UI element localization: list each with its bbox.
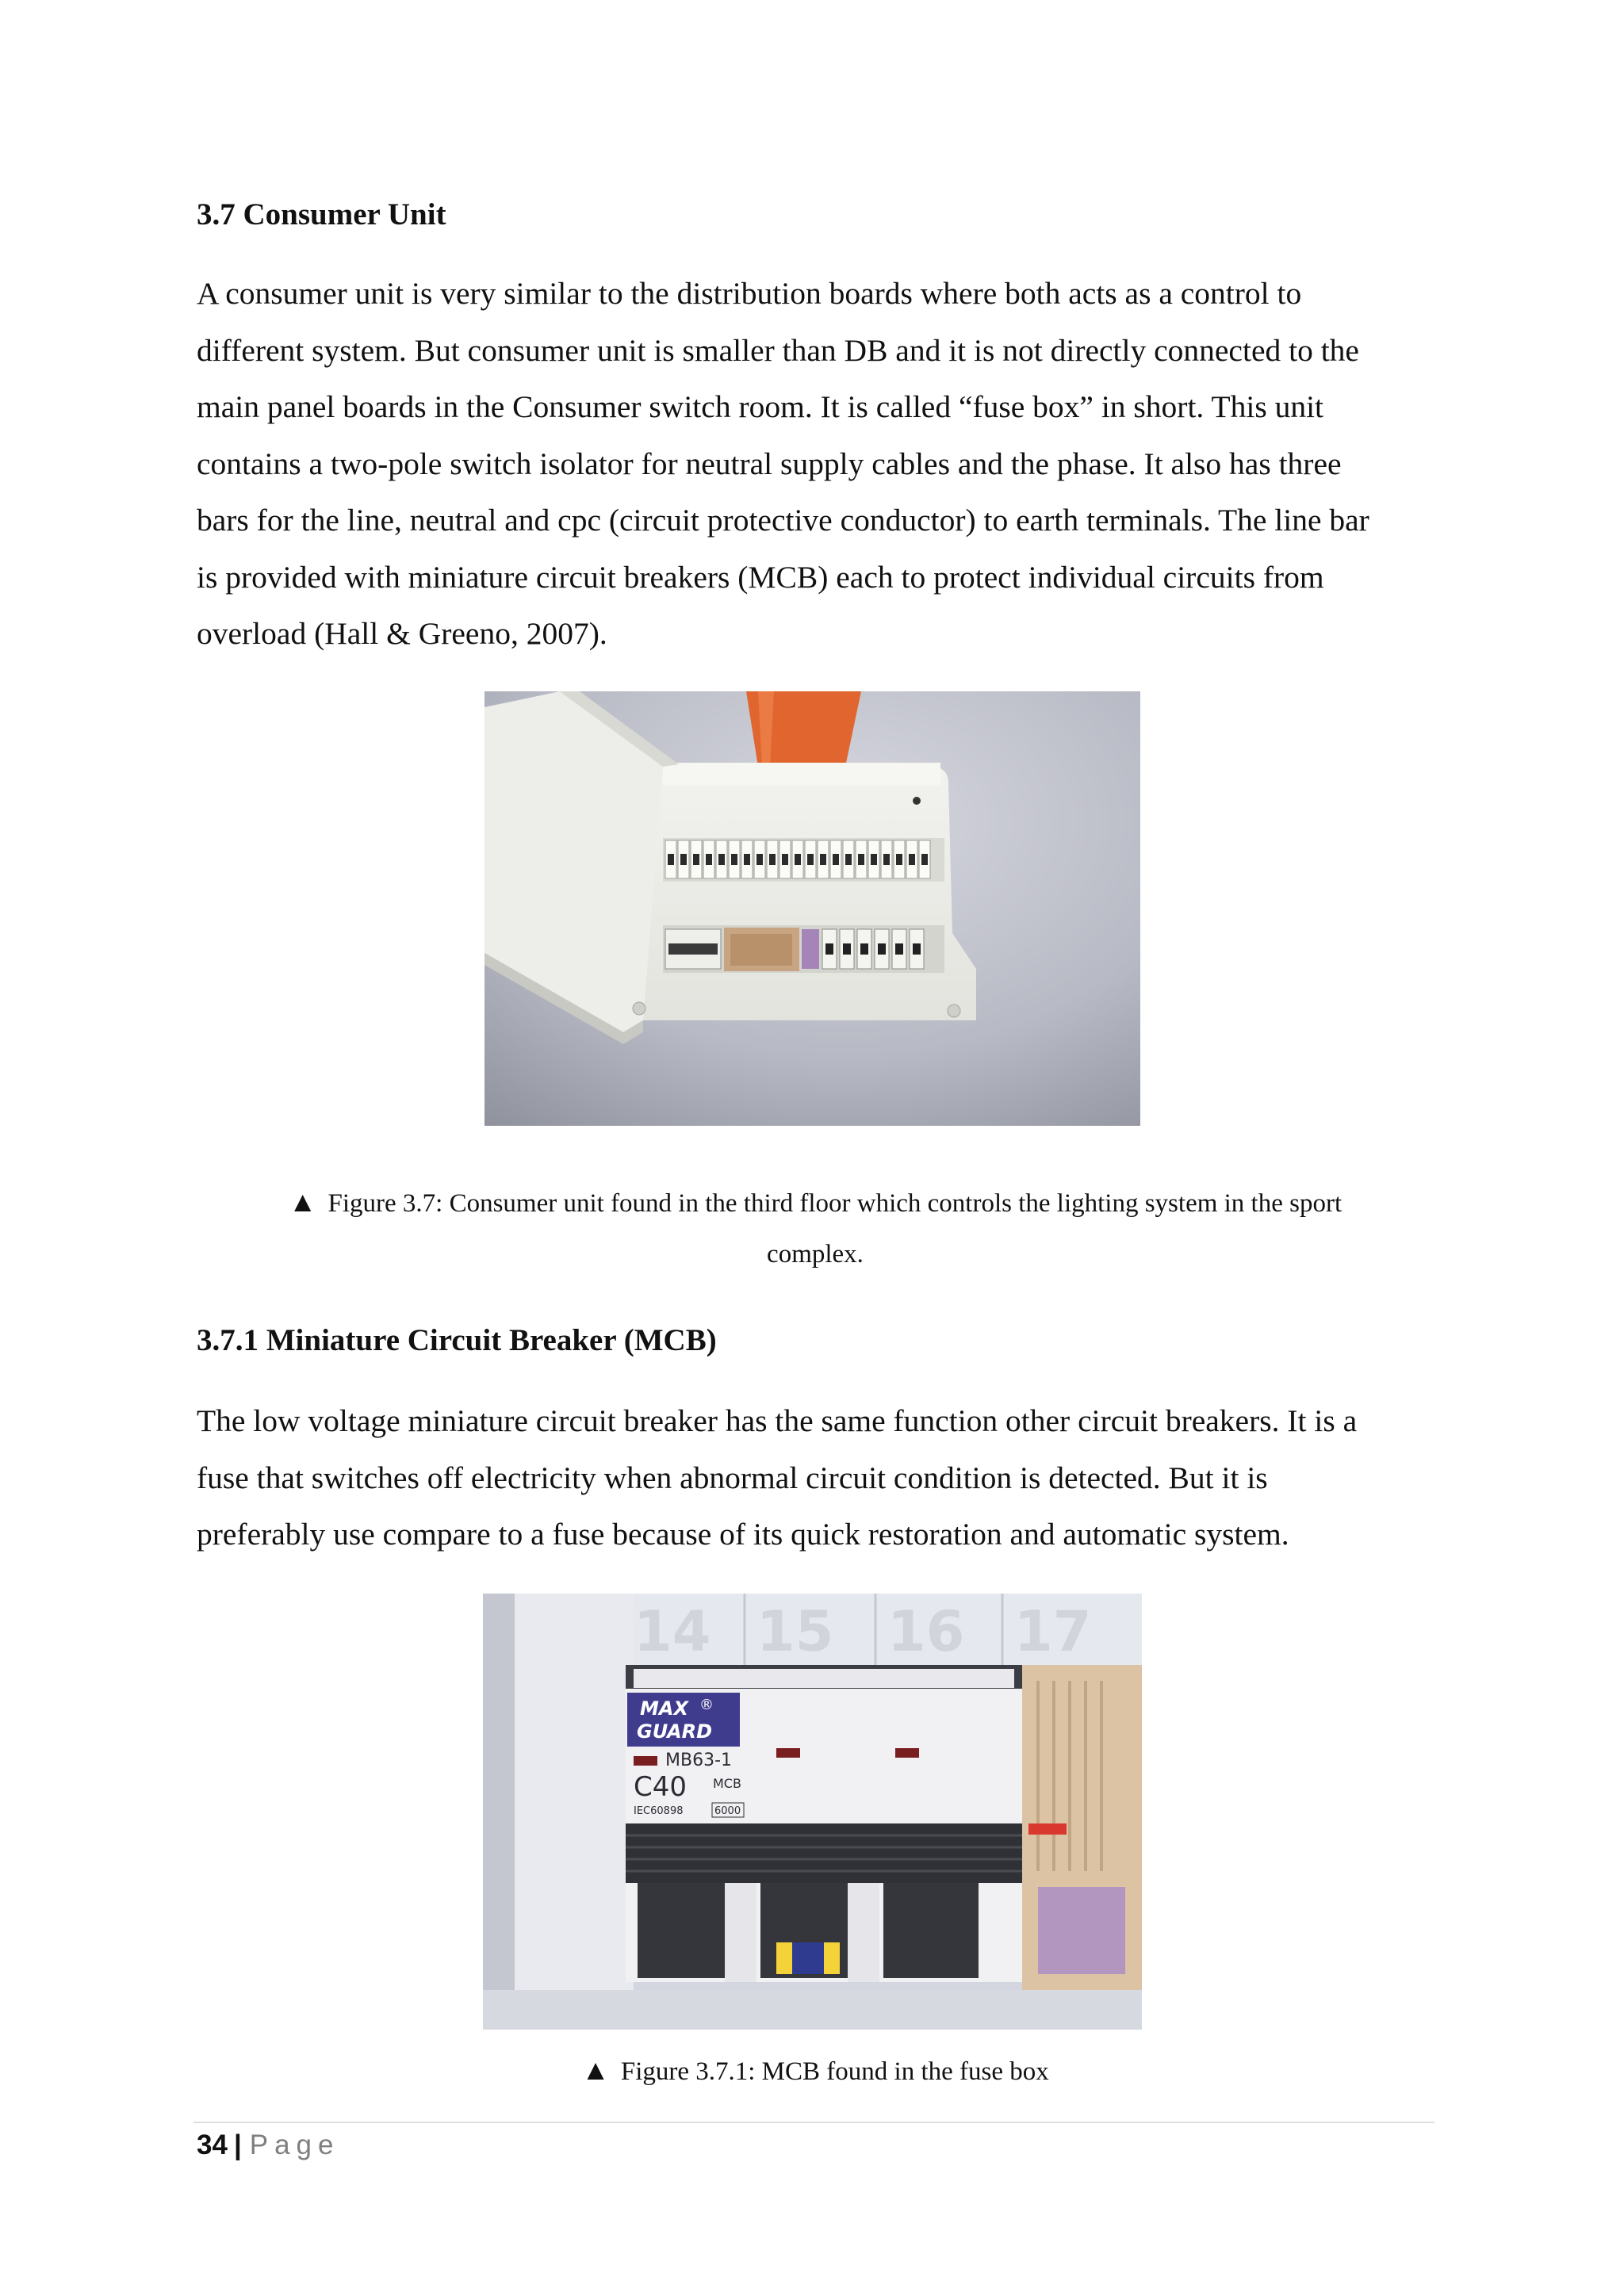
figure-caption-continued: complex. [767,1240,864,1269]
rating-text: C40 [634,1771,688,1803]
consumer-unit-photo [485,691,1140,1126]
page-number: 34 [197,2130,228,2160]
mcb-photo [483,1594,1142,2030]
brand-text: MAX [640,1697,688,1720]
figure-caption [197,2053,1434,2088]
page-label: Page [249,2130,340,2160]
brand-text: GUARD [637,1720,713,1743]
slot-number-text: 14 [634,1599,711,1664]
section-paragraph [197,266,1434,663]
paragraph-line: is provided with miniature circuit breakers (MCB) each to protect individual circuits from [197,559,1324,595]
subsection-paragraph [197,1393,1434,1563]
figure-caption-text: Figure 3.7.1: MCB found in the fuse box [620,2057,1049,2086]
footer-separator: | [233,2130,242,2160]
subsection-heading: 3.7.1 Miniature Circuit Breaker (MCB) [197,1323,717,1357]
paragraph-line: different system. But consumer unit is smaller than DB and it is not directly connected to the [197,332,1359,368]
triangle-marker-icon: ▲ [581,2054,610,2086]
model-text: MB63-1 [665,1751,733,1770]
slot-number-text: 15 [756,1599,834,1664]
figure-caption [197,1185,1434,1220]
section-heading: 3.7 Consumer Unit [197,197,446,232]
slot-number-text: 16 [887,1599,965,1664]
paragraph-line: fuse that switches off electricity when abnormal circuit condition is detected. But it is [197,1460,1268,1495]
slot-number-text: 17 [1014,1599,1092,1664]
paragraph-line: preferably use compare to a fuse because of its quick restoration and automatic system. [197,1517,1289,1552]
standard-text: IEC60898 [634,1805,684,1817]
registered-mark-text: ® [699,1697,714,1713]
page-footer [197,2130,339,2161]
paragraph-line: The low voltage miniature circuit breaker has the same function other circuit breakers. It is a [197,1403,1358,1438]
triangle-marker-icon: ▲ [288,1186,317,1218]
capacity-text: 6000 [714,1805,741,1817]
paragraph-line: overload (Hall & Greeno, 2007). [197,616,607,651]
footer-divider [193,2122,1434,2123]
paragraph-line: main panel boards in the Consumer switch room. It is called “fuse box” in short. This unit [197,389,1324,424]
paragraph-line: bars for the line, neutral and cpc (circuit protective conductor) to earth terminals. The line bar [197,503,1369,538]
type-text: MCB [713,1776,741,1791]
paragraph-line: A consumer unit is very similar to the distribution boards where both acts as a control to [197,276,1302,311]
figure-caption-text: Figure 3.7: Consumer unit found in the third floor which controls the lighting system in the sport [327,1189,1342,1218]
paragraph-line: contains a two-pole switch isolator for neutral supply cables and the phase. It also has three [197,446,1342,481]
